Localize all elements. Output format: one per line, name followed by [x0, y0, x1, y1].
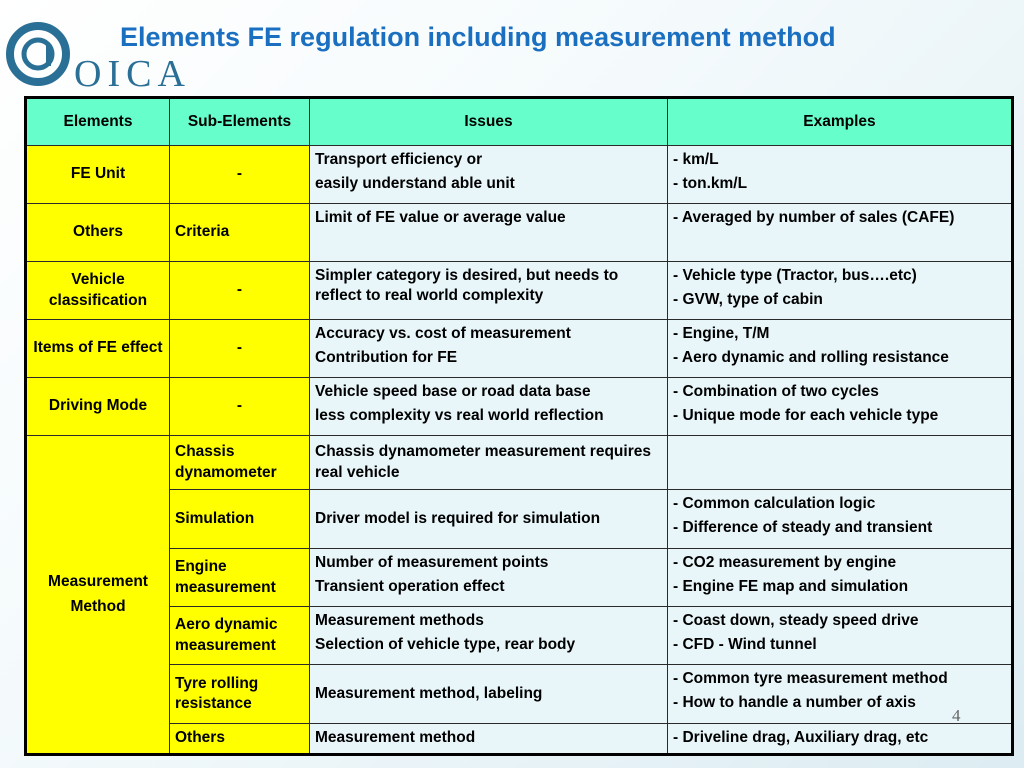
cell-line: less complexity vs real world reflection — [315, 407, 604, 425]
element-cell: FE Unit — [26, 146, 170, 204]
issues-cell — [310, 665, 668, 724]
sub-element-cell: Tyre rolling resistance — [170, 665, 310, 724]
issues-cell — [310, 146, 668, 204]
sub-element-cell: Others — [170, 724, 310, 755]
cell-line: Contribution for FE — [315, 349, 458, 367]
header-issues: Issues — [310, 98, 668, 146]
examples-cell — [668, 262, 1013, 320]
cell-line: - Vehicle type (Tractor, bus….etc) — [673, 267, 917, 284]
regulation-table — [24, 96, 1014, 756]
issues-cell — [310, 490, 668, 549]
header-sub-elements: Sub-Elements — [170, 98, 310, 146]
examples-cell — [668, 378, 1013, 436]
examples-cell — [668, 724, 1013, 755]
issues-cell — [310, 320, 668, 378]
page-title: Elements FE regulation including measurement method — [120, 22, 836, 52]
cell-line: Transport efficiency or — [315, 151, 483, 168]
header-examples: Examples — [668, 98, 1013, 146]
sub-element-cell: Simulation — [170, 490, 310, 549]
element-cell: Others — [26, 204, 170, 262]
cell-line: Selection of vehicle type, rear body — [315, 636, 576, 654]
element-cell: Items of FE effect — [26, 320, 170, 378]
cell-line: Measurement methods — [315, 612, 484, 629]
examples-cell — [668, 490, 1013, 549]
cell-line: - Driveline drag, Auxiliary drag, etc — [673, 729, 929, 747]
logo-text: OICA — [74, 53, 191, 95]
cell-line: Chassis dynamometer measurement requires real vehicle — [315, 443, 651, 481]
table-row — [26, 378, 1013, 436]
table-row — [26, 724, 1013, 755]
table-row — [26, 320, 1013, 378]
issues-cell — [310, 378, 668, 436]
sub-element-cell: - — [170, 320, 310, 378]
cell-line: - Engine FE map and simulation — [673, 578, 909, 596]
table-row — [26, 549, 1013, 607]
cell-line: - Combination of two cycles — [673, 383, 879, 400]
issues-cell — [310, 549, 668, 607]
element-cell: Driving Mode — [26, 378, 170, 436]
issues-cell — [310, 724, 668, 755]
page-number: 4 — [952, 706, 961, 725]
cell-line: Limit of FE value or average value — [315, 209, 566, 226]
examples-cell — [668, 146, 1013, 204]
examples-cell — [668, 204, 1013, 262]
table-row — [26, 204, 1013, 262]
sub-element-cell: Chassis dynamometer — [170, 436, 310, 490]
sub-element-cell: Engine measurement — [170, 549, 310, 607]
issues-cell — [310, 607, 668, 665]
cell-line: - Common calculation logic — [673, 495, 876, 512]
table-row — [26, 665, 1013, 724]
issues-cell — [310, 204, 668, 262]
issues-cell — [310, 262, 668, 320]
cell-line: Number of measurement points — [315, 554, 549, 571]
table-row — [26, 490, 1013, 549]
cell-line: - Engine, T/M — [673, 325, 770, 342]
sub-element-cell: - — [170, 262, 310, 320]
cell-line: - Coast down, steady speed drive — [673, 612, 919, 629]
cell-line: - GVW, type of cabin — [673, 291, 823, 309]
examples-cell — [668, 320, 1013, 378]
cell-line: - CO2 measurement by engine — [673, 554, 897, 571]
sub-element-cell: Criteria — [170, 204, 310, 262]
cell-line: - Unique mode for each vehicle type — [673, 407, 939, 425]
cell-line: - km/L — [673, 151, 719, 168]
table-row — [26, 146, 1013, 204]
examples-cell — [668, 436, 1013, 490]
issues-cell — [310, 436, 668, 490]
table-header-row — [26, 98, 1013, 146]
cell-line: - CFD - Wind tunnel — [673, 636, 817, 654]
cell-line: Vehicle speed base or road data base — [315, 383, 591, 400]
sub-element-cell: Aero dynamic measurement — [170, 607, 310, 665]
cell-line: - ton.km/L — [673, 175, 748, 193]
cell-line: - Aero dynamic and rolling resistance — [673, 349, 949, 367]
cell-line: Transient operation effect — [315, 578, 505, 596]
examples-cell — [668, 607, 1013, 665]
cell-line: Measurement method — [315, 729, 476, 747]
cell-line: - Averaged by number of sales (CAFE) — [673, 209, 955, 226]
sub-element-cell: - — [170, 146, 310, 204]
cell-line: Accuracy vs. cost of measurement — [315, 325, 571, 342]
header-elements: Elements — [26, 98, 170, 146]
sub-element-cell: - — [170, 378, 310, 436]
cell-line: Driver model is required for simulation — [315, 509, 601, 527]
oica-logo-icon — [4, 22, 74, 86]
table-row — [26, 607, 1013, 665]
cell-line: Measurement method, labeling — [315, 684, 543, 702]
cell-line: - Difference of steady and transient — [673, 519, 933, 537]
element-cell: Vehicle classification — [26, 262, 170, 320]
table-row — [26, 262, 1013, 320]
cell-line: - Common tyre measurement method — [673, 670, 948, 687]
cell-line: easily understand able unit — [315, 175, 515, 193]
element-cell-measurement-method: Measurement Method — [26, 436, 170, 755]
cell-line: Simpler category is desired, but needs to reflect to real world complexity — [315, 267, 619, 305]
cell-line: - How to handle a number of axis — [673, 694, 916, 712]
examples-cell — [668, 549, 1013, 607]
table-row — [26, 436, 1013, 490]
